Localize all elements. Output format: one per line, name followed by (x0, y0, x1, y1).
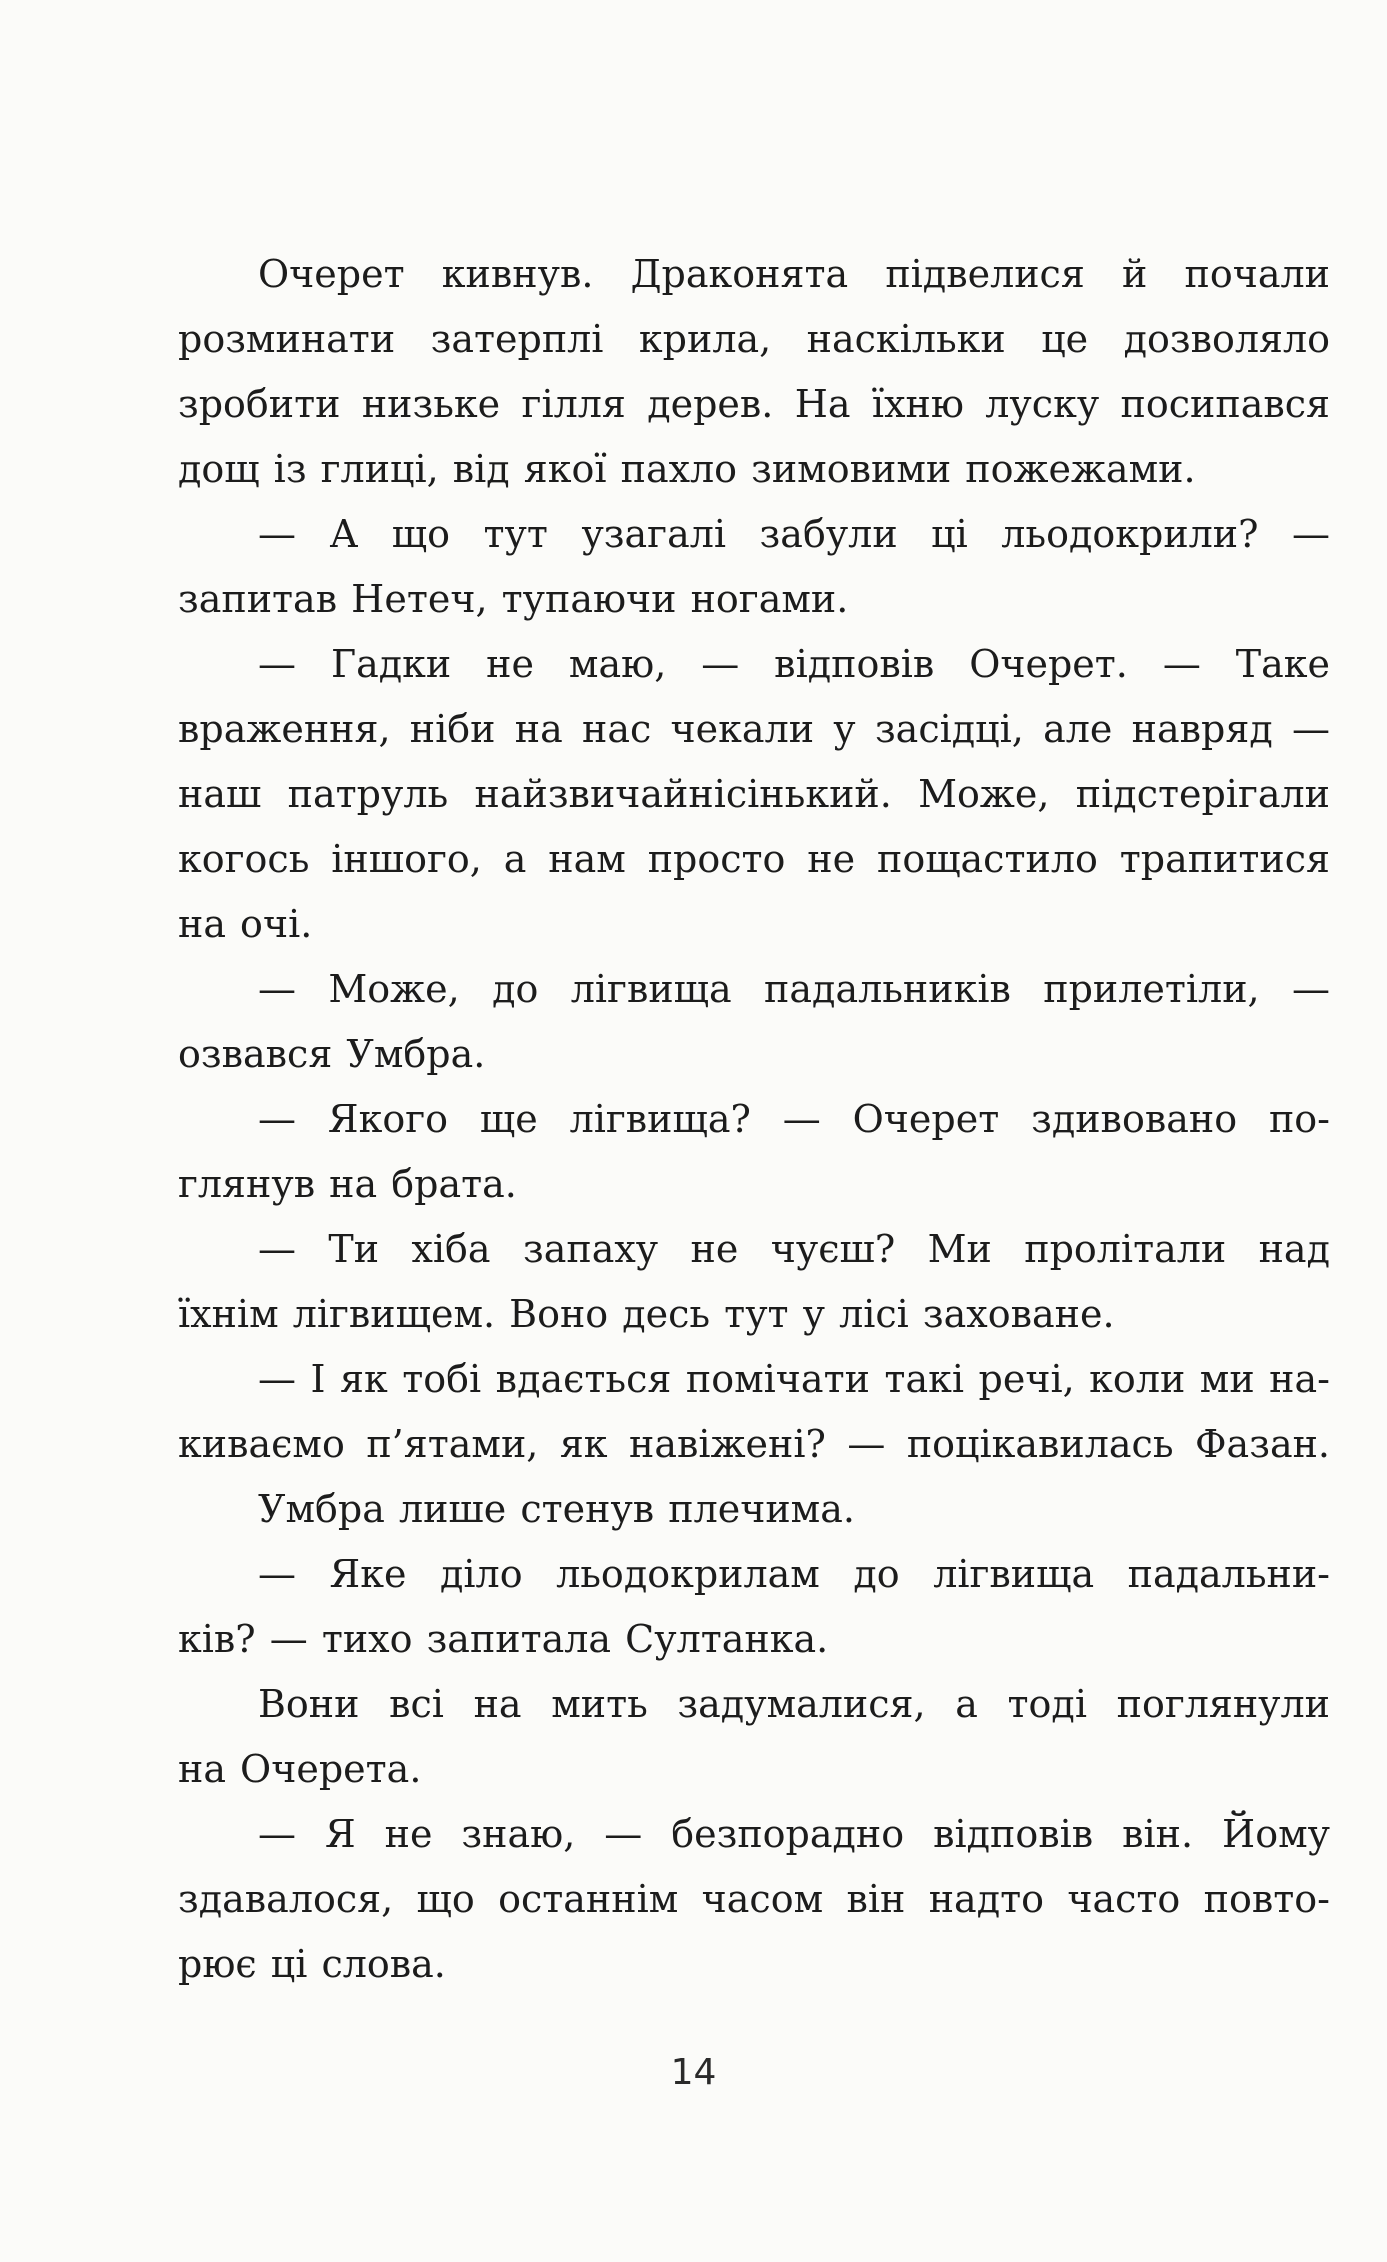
text-line: на Очерета. (178, 1747, 422, 1791)
text-line: враження, ніби на нас чекали у засідці, але навряд — (178, 707, 1330, 751)
text-line: — А що тут узагалі забули ці льодокрили? — (258, 512, 1330, 556)
text-line: — І як тобі вдається помічати такі речі, коли ми на- (258, 1357, 1330, 1401)
text-line: на очі. (178, 902, 313, 946)
text-line: — Я не знаю, — безпорадно відповів він. Йому (258, 1812, 1330, 1856)
paragraph (178, 242, 1330, 502)
text-line: озвався Умбра. (178, 1032, 486, 1076)
text-line: киваємо п’ятами, як навіжені? — поцікавилась Фазан. (178, 1422, 1330, 1466)
text-line: розминати затерплі крила, наскільки це дозволяло (178, 317, 1330, 361)
text-line: — Може, до лігвища падальників прилетіли, — (258, 967, 1330, 1011)
text-line: Очерет кивнув. Драконята підвелися й почали (258, 252, 1330, 296)
paragraph (178, 632, 1330, 957)
paragraph (178, 1672, 1330, 1802)
text-line: глянув на брата. (178, 1162, 517, 1206)
paragraph (178, 1217, 1330, 1347)
text-line: зробити низьке гілля дерев. На їхню луску посипався (178, 382, 1330, 426)
text-line: — Якого ще лігвища? — Очерет здивовано по- (258, 1097, 1330, 1141)
text-line: здавалося, що останнім часом він надто часто повто- (178, 1877, 1330, 1921)
text-line: ків? — тихо запитала Султанка. (178, 1617, 829, 1661)
text-line: дощ із глиці, від якої пахло зимовими пожежами. (178, 447, 1196, 491)
page-body-text (178, 242, 1330, 1997)
page-number: 14 (670, 2052, 717, 2093)
text-line: рює ці слова. (178, 1942, 446, 1986)
paragraph (178, 1347, 1330, 1477)
paragraph (178, 1477, 1330, 1542)
text-line: — Яке діло льодокрилам до лігвища падальни- (258, 1552, 1330, 1596)
text-line: наш патруль найзвичайнісінький. Може, підстерігали (178, 772, 1330, 816)
text-line: — Ти хіба запаху не чуєш? Ми пролітали над (258, 1227, 1330, 1271)
text-line: Вони всі на мить задумалися, а тоді поглянули (258, 1682, 1330, 1726)
paragraph (178, 957, 1330, 1087)
paragraph (178, 1087, 1330, 1217)
text-line: Умбра лише стенув плечима. (258, 1487, 855, 1531)
paragraph (178, 1542, 1330, 1672)
text-line: запитав Нетеч, тупаючи ногами. (178, 577, 849, 621)
text-line: їхнім лігвищем. Воно десь тут у лісі заховане. (178, 1292, 1115, 1336)
text-line: когось іншого, а нам просто не пощастило трапитися (178, 837, 1330, 881)
paragraph (178, 502, 1330, 632)
text-line: — Гадки не маю, — відповів Очерет. — Таке (258, 642, 1330, 686)
paragraph (178, 1802, 1330, 1997)
